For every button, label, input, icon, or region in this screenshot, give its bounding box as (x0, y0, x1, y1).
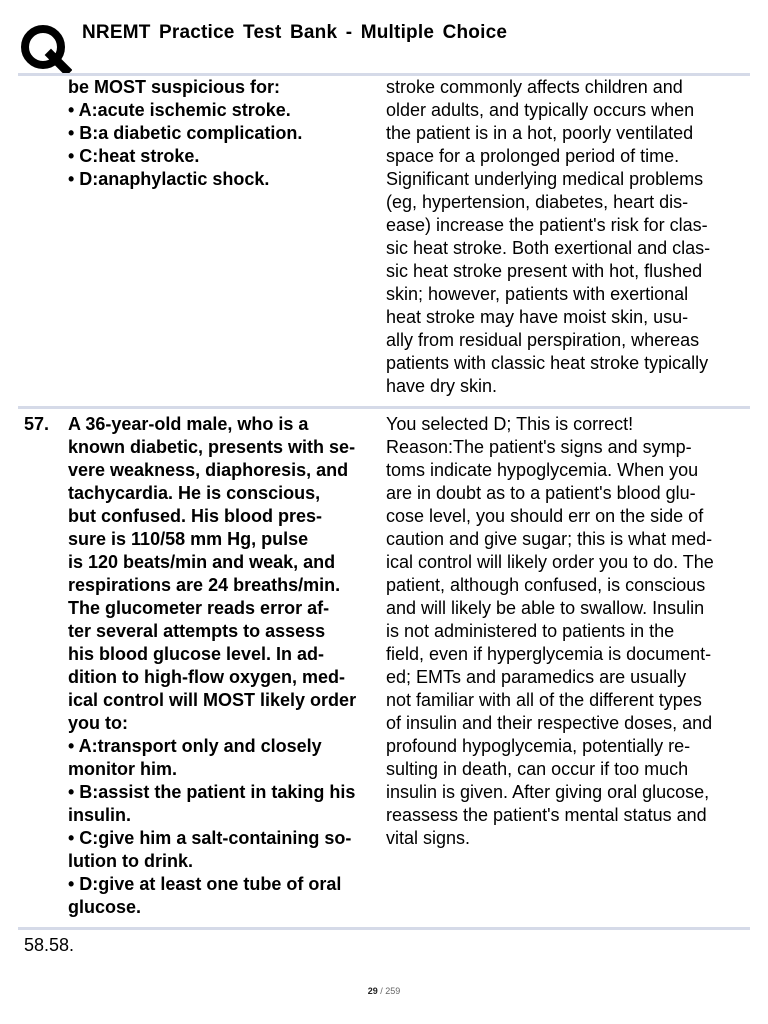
option-b: • B:assist the patient in taking his (68, 782, 356, 802)
answer-line: are in doubt as to a patient's blood glu- (386, 483, 696, 503)
page-footer (0, 986, 768, 996)
question-line: The glucometer reads error af- (68, 598, 330, 618)
current-page-number: 29 (367, 986, 378, 996)
question-line: tachycardia. He is conscious, (68, 483, 321, 503)
option-c: • C:give him a salt-containing so- (68, 828, 352, 848)
question-line: is 120 beats/min and weak, and (68, 552, 336, 572)
option-a: • A:acute ischemic stroke. (68, 100, 291, 120)
answer-line: heat stroke may have moist skin, usu- (386, 307, 689, 327)
answer-line: older adults, and typically occurs when (386, 100, 695, 120)
question-line: but confused. His blood pres- (68, 506, 323, 526)
option-a: monitor him. (68, 759, 177, 779)
option-d: • D:give at least one tube of oral (68, 874, 342, 894)
answer-line: Reason:The patient's signs and symp- (386, 437, 692, 457)
option-b: insulin. (68, 805, 131, 825)
page-title: NREMT Practice Test Bank - Multiple Choice (82, 22, 508, 43)
total-pages: 259 (385, 986, 401, 996)
question-text (68, 413, 382, 919)
option-d: glucose. (68, 897, 142, 917)
answer-line: (eg, hypertension, diabetes, heart dis- (386, 192, 689, 212)
answer-line: sic heat stroke present with hot, flushed (386, 261, 703, 281)
divider (18, 406, 750, 409)
question-line: dition to high-flow oxygen, med- (68, 667, 345, 687)
answer-line: Significant underlying medical problems (386, 169, 704, 189)
option-c: • C:heat stroke. (68, 146, 200, 166)
question-line: known diabetic, presents with se- (68, 437, 356, 457)
divider (18, 927, 750, 930)
question-line: be MOST suspicious for: (68, 77, 281, 97)
option-b: • B:a diabetic complication. (68, 123, 303, 143)
answer-line: of insulin and their respective doses, and (386, 713, 713, 733)
answer-line: the patient is in a hot, poorly ventilated (386, 123, 694, 143)
question-line: sure is 110/58 mm Hg, pulse (68, 529, 309, 549)
answer-line: ical control will likely order you to do. The (386, 552, 714, 572)
answer-line: cose level, you should err on the side of (386, 506, 704, 526)
answer-line: ed; EMTs and paramedics are usually (386, 667, 687, 687)
question-line: you to: (68, 713, 128, 733)
page-separator: / (377, 986, 386, 996)
answer-line: is not administered to patients in the (386, 621, 675, 641)
option-c: lution to drink. (68, 851, 193, 871)
answer-line: stroke commonly affects children and (386, 77, 683, 97)
question-line: vere weakness, diaphoresis, and (68, 460, 349, 480)
question-line: ter several attempts to assess (68, 621, 326, 641)
answer-explanation (386, 413, 740, 850)
answer-line: have dry skin. (386, 376, 498, 396)
answer-line: sic heat stroke. Both exertional and clas- (386, 238, 711, 258)
answer-line: skin; however, patients with exertional (386, 284, 689, 304)
question-line: respirations are 24 breaths/min. (68, 575, 341, 595)
answer-line: insulin is given. After giving oral glucose, (386, 782, 710, 802)
answer-line: ally from residual perspiration, whereas (386, 330, 700, 350)
next-question-number: 58.58. (24, 935, 75, 955)
answer-line: field, even if hyperglycemia is document- (386, 644, 712, 664)
question-line: ical control will MOST likely order (68, 690, 357, 710)
answer-line: space for a prolonged period of time. (386, 146, 680, 166)
question-number: 57. (24, 414, 50, 434)
page-header (0, 0, 768, 76)
option-a: • A:transport only and closely (68, 736, 322, 756)
question-line: his blood glucose level. In ad- (68, 644, 325, 664)
answer-line: patients with classic heat stroke typically (386, 353, 709, 373)
answer-line: toms indicate hypoglycemia. When you (386, 460, 699, 480)
answer-line: sulting in death, can occur if too much (386, 759, 689, 779)
answer-line: caution and give sugar; this is what med- (386, 529, 713, 549)
answer-line: not familiar with all of the different types (386, 690, 702, 710)
option-d: • D:anaphylactic shock. (68, 169, 270, 189)
answer-line: reassess the patient's mental status and (386, 805, 707, 825)
answer-result: You selected D; This is correct! (386, 414, 634, 434)
answer-explanation (386, 76, 740, 398)
answer-line: ease) increase the patient's risk for clas- (386, 215, 708, 235)
answer-line: profound hypoglycemia, potentially re- (386, 736, 691, 756)
q-logo-icon (18, 22, 72, 76)
answer-line: patient, although confused, is conscious (386, 575, 706, 595)
answer-line: and will likely be able to swallow. Insulin (386, 598, 705, 618)
question-line: A 36-year-old male, who is a (68, 414, 309, 434)
answer-line: vital signs. (386, 828, 471, 848)
question-text (68, 76, 382, 191)
